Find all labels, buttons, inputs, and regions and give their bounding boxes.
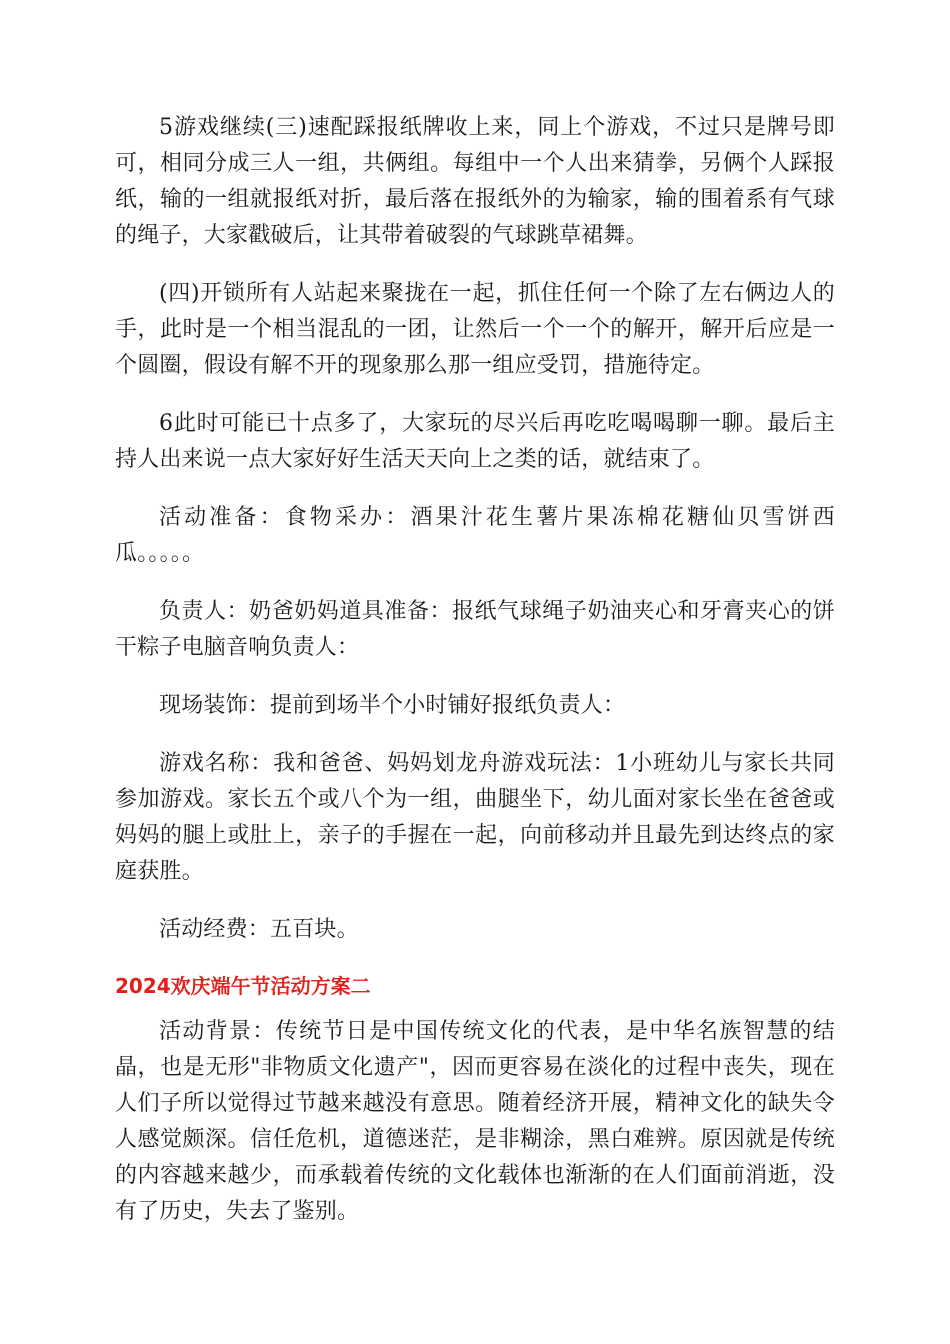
paragraph-decoration: 现场装饰：提前到场半个小时铺好报纸负责人： [159,693,626,718]
paragraph-ending: 6此时可能已十点多了，大家玩的尽兴后再吃吃喝喝聊一聊。最后主持人出来说一点大家好好生活天天向上之类的话，就结束了。 [115,411,835,472]
paragraph-responsible-props: 负责人：奶爸奶妈道具准备：报纸气球绳子奶油夹心和牙膏夹心的饼干粽子电脑音响负责人： [115,599,835,660]
paragraph-unlock-game: (四)开锁所有人站起来聚拢在一起，抓住任何一个除了左右俩边人的手，此时是一个相当混乱的一团，让然后一个一个的解开，解开后应是一个圆圈，假设有解不开的现象那么那一组应受罚，措施待定。 [115,281,835,378]
document-page [115,110,835,1252]
section-heading: 2024欢庆端午节活动方案二 [115,974,371,998]
paragraph-preparation-food: 活动准备：食物采办：酒果汁花生薯片果冻棉花糖仙贝雪饼西瓜。。。。。 [115,505,835,566]
paragraph-game-dragon-boat: 游戏名称：我和爸爸、妈妈划龙舟游戏玩法：1小班幼儿与家长共同参加游戏。家长五个或八个为一组，曲腿坐下，幼儿面对家长坐在爸爸或妈妈的腿上或肚上，亲子的手握在一起，向前移动并且最先到达终点的家庭获胜。 [115,751,835,884]
paragraph-background: 活动背景：传统节日是中国传统文化的代表，是中华名族智慧的结晶，也是无形"非物质文化遗产"，因而更容易在淡化的过程中丧失，现在人们子所以觉得过节越来越没有意思。随着经济开展，精神文化的缺失令人感觉颇深。信任危机，道德迷茫，是非糊涂，黑白难辨。原因就是传统的内容越来越少，而承载着传统的文化载体也渐渐的在人们面前消逝，没有了历史，失去了鉴别。 [115,1019,835,1224]
paragraph-budget: 活动经费：五百块。 [159,917,359,942]
paragraph-game-continue-3: 5游戏继续(三)速配踩报纸牌收上来，同上个游戏，不过只是牌号即可，相同分成三人一组，共俩组。每组中一个人出来猜拳，另俩个人踩报纸，输的一组就报纸对折，最后落在报纸外的为输家，输的围着系有气球的绳子，大家戳破后，让其带着破裂的气球跳草裙舞。 [115,115,835,248]
